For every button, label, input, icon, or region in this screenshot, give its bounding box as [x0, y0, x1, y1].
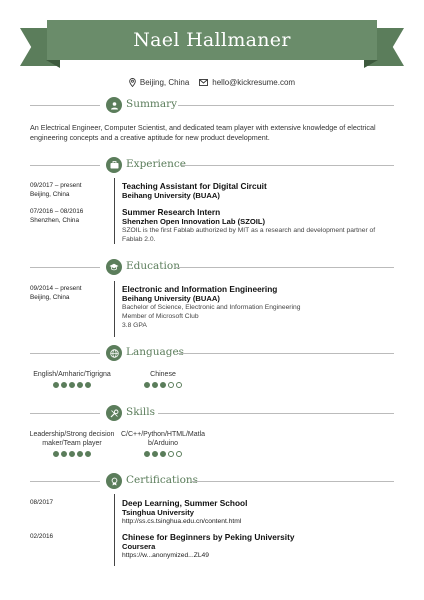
- section-title: Summary: [126, 98, 178, 110]
- contact-row: [0, 78, 424, 87]
- summary-text: [30, 123, 400, 143]
- section-skills-header: [0, 405, 424, 421]
- rating-dot-filled: [69, 382, 75, 388]
- skill-name: C/C++/Python/HTML/Matla: [120, 431, 206, 438]
- divider: [176, 267, 394, 268]
- skill-name: b/Arduino: [148, 440, 178, 447]
- divider: [158, 413, 394, 414]
- entry-body: [122, 284, 402, 330]
- entry-meta: [30, 498, 108, 507]
- section-title: Certifications: [126, 474, 199, 486]
- entry-dates: 02/2016: [30, 533, 54, 540]
- entry-org: Beihang University (BUAA): [122, 191, 220, 200]
- divider: [30, 105, 100, 106]
- divider: [30, 413, 100, 414]
- candidate-name: Nael Hallmaner: [133, 29, 291, 51]
- section-title: Skills: [126, 406, 156, 418]
- entry-body: [122, 532, 402, 560]
- rating-dot-filled: [61, 451, 67, 457]
- section-title: Experience: [126, 158, 186, 170]
- divider: [30, 353, 100, 354]
- entry-place: Shenzhen, China: [30, 217, 80, 224]
- divider: [30, 267, 100, 268]
- ribbon-main: [47, 20, 377, 60]
- entry-title: Electronic and Information Engineering: [122, 284, 278, 294]
- rating-dot-empty: [176, 382, 182, 388]
- entry-desc: 3.8 GPA: [122, 322, 147, 329]
- summary-line: An Electrical Engineer, Computer Scientist, and dedicated team player with extensive knowledge of electrical: [30, 123, 376, 132]
- contact-email[interactable]: [199, 78, 295, 87]
- divider: [192, 481, 394, 482]
- location-text: Beijing, China: [139, 78, 190, 87]
- rating-dot-filled: [144, 451, 150, 457]
- entry-body: [122, 498, 402, 526]
- timeline-line: [114, 178, 115, 244]
- entry-title: Teaching Assistant for Digital Circuit: [122, 181, 267, 191]
- skill-name: Leadership/Strong decision: [29, 431, 115, 438]
- globe-icon: [106, 345, 122, 361]
- section-experience-header: [0, 157, 424, 173]
- entry-org: Tsinghua University: [122, 508, 195, 517]
- entry-org: Coursera: [122, 542, 156, 551]
- entry-org: Beihang University (BUAA): [122, 294, 220, 303]
- timeline-line: [114, 494, 115, 566]
- entry-dates: 09/2014 – present: [30, 285, 82, 292]
- rating-dot-filled: [53, 451, 59, 457]
- tools-icon: [106, 405, 122, 421]
- entry-link[interactable]: http://ss.cs.tsinghua.edu.cn/content.html: [122, 518, 242, 525]
- divider: [182, 165, 394, 166]
- rating-dot-empty: [168, 451, 174, 457]
- entry-dates: 07/2016 – 08/2016: [30, 208, 84, 215]
- entry-body: [122, 181, 402, 200]
- entry-dates: 09/2017 – present: [30, 182, 82, 189]
- entry-desc: Bachelor of Science, Electronic and Information Engineering: [122, 304, 301, 311]
- entry-desc: SZOIL is the first Fablab authorized by MIT as a research and development partner of: [122, 227, 376, 234]
- entry-desc: Member of Microsoft Club: [122, 313, 199, 320]
- rating-dot-filled: [152, 382, 158, 388]
- section-education-header: [0, 259, 424, 275]
- location-pin-icon: [129, 78, 136, 87]
- email-text[interactable]: hello@kickresume.com: [212, 78, 296, 87]
- language-name: English/Amharic/Tigrigna: [33, 371, 111, 378]
- contact-location: [129, 78, 189, 87]
- skill-item: [114, 430, 212, 457]
- entry-desc: Fablab 2.0.: [122, 236, 156, 243]
- rating-dots: [22, 451, 122, 457]
- entry-title: Summer Research Intern: [122, 207, 221, 217]
- language-name: Chinese: [150, 371, 176, 378]
- rating-dot-filled: [69, 451, 75, 457]
- entry-meta: [30, 181, 108, 199]
- rating-dot-filled: [61, 382, 67, 388]
- rating-dot-filled: [77, 382, 83, 388]
- rating-dot-filled: [160, 382, 166, 388]
- skill-name: maker/Team player: [42, 440, 102, 447]
- rating-dot-filled: [85, 382, 91, 388]
- timeline-line: [114, 281, 115, 337]
- entry-link[interactable]: https://w...anonymized...ZL49: [122, 552, 209, 559]
- rating-dot-filled: [144, 382, 150, 388]
- entry-title: Chinese for Beginners by Peking University: [122, 532, 295, 542]
- entry-meta: [30, 207, 108, 225]
- briefcase-icon: [106, 157, 122, 173]
- rating-dots: [118, 382, 208, 388]
- header-ribbon: [0, 0, 424, 80]
- rating-dots: [22, 382, 122, 388]
- entry-place: Beijing, China: [30, 294, 70, 301]
- envelope-icon: [199, 79, 208, 86]
- entry-dates: 08/2017: [30, 499, 54, 506]
- entry-meta: [30, 532, 108, 541]
- language-item: [118, 370, 208, 388]
- entry-body: [122, 207, 402, 244]
- skill-item: [22, 430, 122, 457]
- person-icon: [106, 97, 122, 113]
- section-title: Education: [126, 260, 180, 272]
- rating-dot-empty: [168, 382, 174, 388]
- entry-place: Beijing, China: [30, 191, 70, 198]
- rating-dot-filled: [152, 451, 158, 457]
- entry-org: Shenzhen Open Innovation Lab (SZOIL): [122, 217, 266, 226]
- section-summary-header: [0, 97, 424, 113]
- summary-line: engineering concepts and a creative aptitude for new product development.: [30, 133, 270, 142]
- rating-dot-filled: [85, 451, 91, 457]
- section-languages-header: [0, 345, 424, 361]
- rating-dot-filled: [77, 451, 83, 457]
- section-certifications-header: [0, 473, 424, 489]
- rating-dot-filled: [160, 451, 166, 457]
- divider: [30, 481, 100, 482]
- section-title: Languages: [126, 346, 185, 358]
- language-item: [22, 370, 122, 388]
- entry-meta: [30, 284, 108, 302]
- rating-dots: [114, 451, 212, 457]
- entry-title: Deep Learning, Summer School: [122, 498, 248, 508]
- graduation-cap-icon: [106, 259, 122, 275]
- divider: [30, 165, 100, 166]
- divider: [178, 105, 394, 106]
- certificate-icon: [106, 473, 122, 489]
- divider: [178, 353, 394, 354]
- rating-dot-empty: [176, 451, 182, 457]
- rating-dot-filled: [53, 382, 59, 388]
